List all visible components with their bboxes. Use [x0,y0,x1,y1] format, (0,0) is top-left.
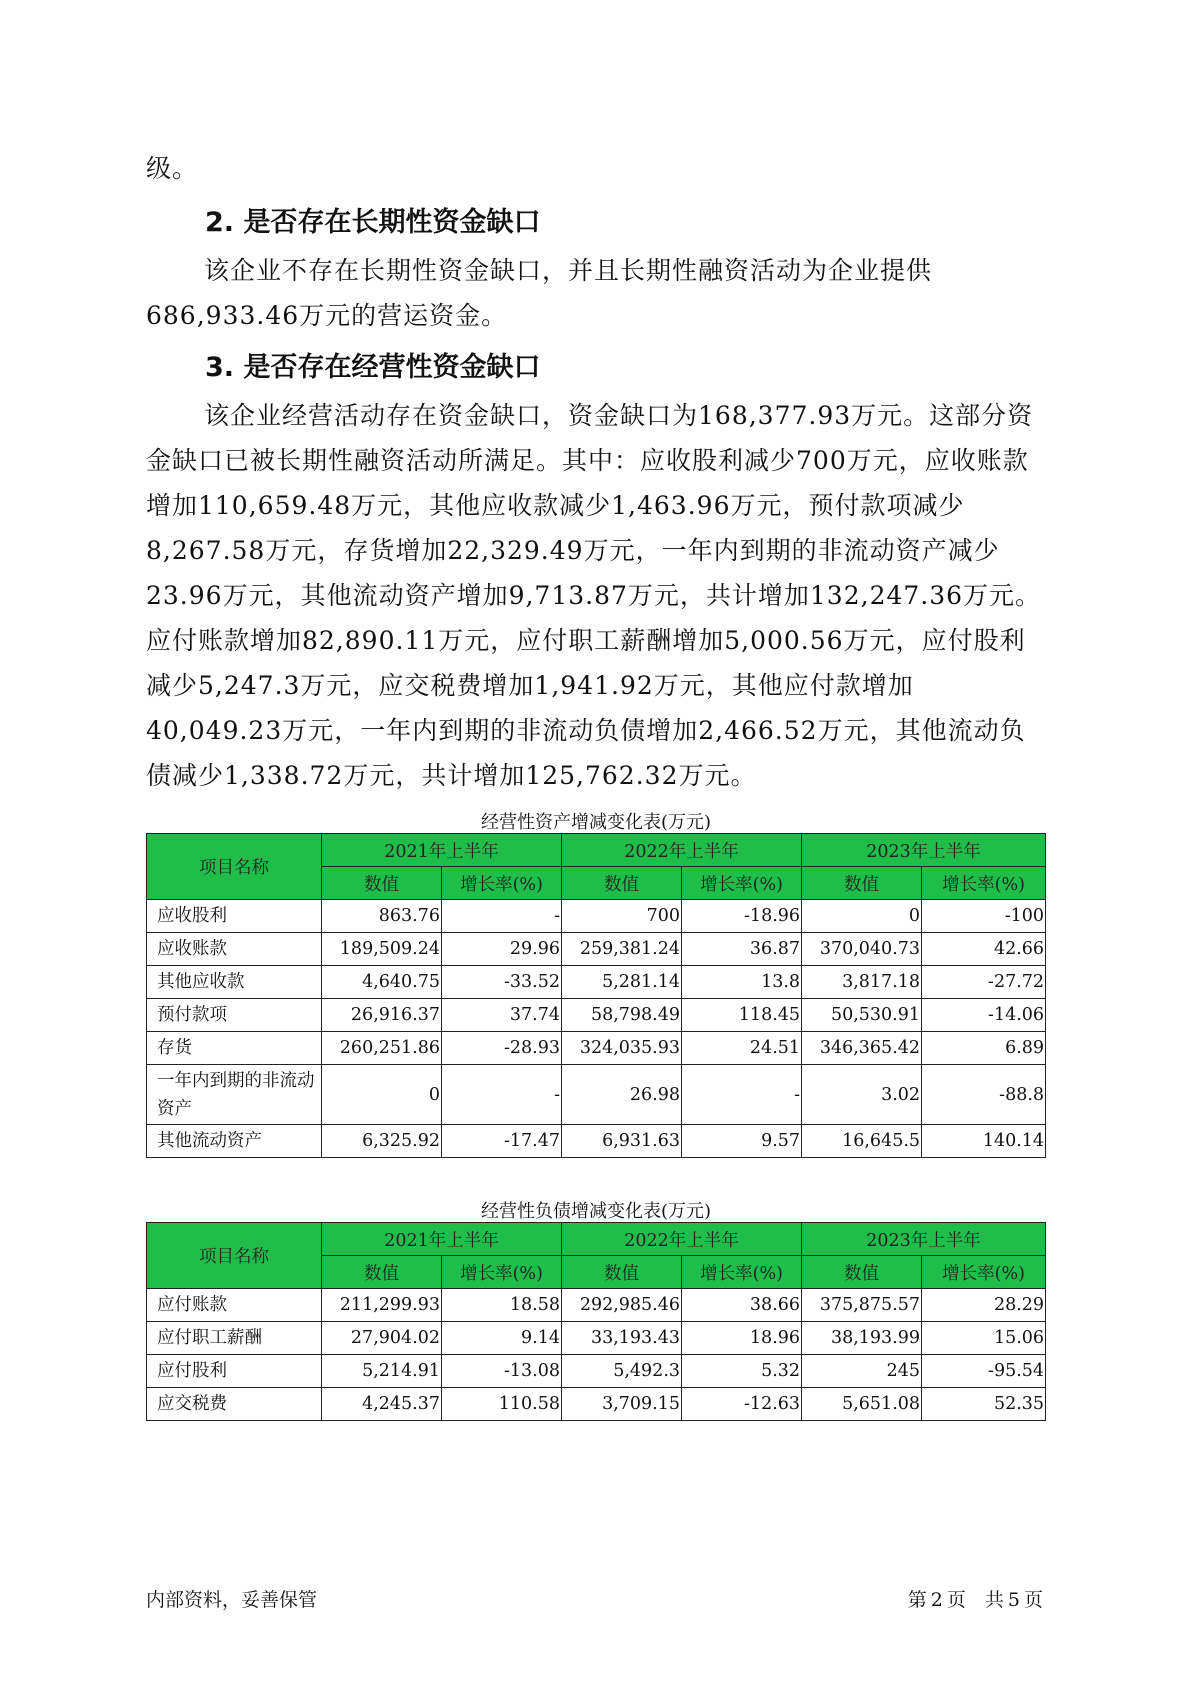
cell-value: 700 [562,900,682,933]
cell-growth-rate: -28.93 [442,1032,562,1065]
cell-value: 4,245.37 [322,1388,442,1421]
cell-growth-rate: 42.66 [922,933,1046,966]
row-item-name: 存货 [147,1032,322,1065]
table-row [147,1125,1046,1158]
cell-value: 3,817.18 [802,966,922,999]
header-growth: 增长率(%) [682,1256,802,1289]
page-total: 5 [1007,1589,1020,1611]
page-suffix: 页 [1023,1589,1043,1611]
cell-value: 370,040.73 [802,933,922,966]
cell-growth-rate: 36.87 [682,933,802,966]
cell-value: 0 [802,900,922,933]
header-growth: 增长率(%) [922,867,1046,900]
cell-value: 5,651.08 [802,1388,922,1421]
cell-growth-rate: 9.14 [442,1322,562,1355]
header-item-name: 项目名称 [147,1223,322,1289]
cell-value: 6,325.92 [322,1125,442,1158]
cell-growth-rate: 28.29 [922,1289,1046,1322]
cell-value: 4,640.75 [322,966,442,999]
table-row [147,1322,1046,1355]
cell-value: 26,916.37 [322,999,442,1032]
table-row [147,999,1046,1032]
cell-value: 189,509.24 [322,933,442,966]
table-row [147,1032,1046,1065]
header-period: 2021年上半年 [322,1223,562,1256]
cell-growth-rate: -88.8 [922,1065,1046,1125]
cell-value: 260,251.86 [322,1032,442,1065]
header-growth: 增长率(%) [682,867,802,900]
cell-growth-rate: -13.08 [442,1355,562,1388]
page-mid: 页 共 [946,1589,1004,1611]
cell-growth-rate: -95.54 [922,1355,1046,1388]
cell-growth-rate: -14.06 [922,999,1046,1032]
row-item-name: 其他应收款 [147,966,322,999]
cell-value: 346,365.42 [802,1032,922,1065]
cell-growth-rate: 110.58 [442,1388,562,1421]
cell-value: 27,904.02 [322,1322,442,1355]
table-row [147,933,1046,966]
header-value: 数值 [322,1256,442,1289]
header-value: 数值 [802,867,922,900]
cell-value: 259,381.24 [562,933,682,966]
row-item-name: 应收账款 [147,933,322,966]
liabilities-table-caption: 经营性负债增减变化表(万元) [480,1201,712,1222]
row-item-name: 一年内到期的非流动资产 [147,1065,322,1125]
cell-growth-rate: - [682,1065,802,1125]
header-value: 数值 [562,867,682,900]
page-current: 2 [930,1589,943,1611]
row-item-name: 应付职工薪酬 [147,1322,322,1355]
table-row [147,1065,1046,1125]
cell-value: 16,645.5 [802,1125,922,1158]
table-row [147,1289,1046,1322]
cell-growth-rate: 37.74 [442,999,562,1032]
footer-page-number [906,1585,1045,1612]
cell-value: 863.76 [322,900,442,933]
paragraph-fragment: 级。 [146,154,199,183]
assets-table [146,833,1046,1158]
row-item-name: 预付款项 [147,999,322,1032]
row-item-name: 应交税费 [147,1388,322,1421]
paragraph-3: 该企业经营活动存在资金缺口，资金缺口为168,377.93万元。这部分资金缺口已被长期性融资活动所满足。其中：应收股利减少700万元，应收账款增加110,659.48万元，其他应收款减少1,463.96万元，预付款项减少8,267.58万元，存货增加22,329.49万元，一年内到期的非流动资产减少23.96万元，其他流动资产增加9,713.87万元，共计增加132,247.36万元。应付账款增加82,890.11万元，应付职工薪酬增加5,000.56万元，应付股利减少5,247.3万元，应交税费增加1,941.92万元，其他应付款增加40,049.23万元，一年内到期的非流动负债增加2,466.52万元，其他流动负债减少1,338.72万元，共计增加125,762.32万元。 [146,401,1042,790]
cell-value: 0 [322,1065,442,1125]
cell-growth-rate: 118.45 [682,999,802,1032]
header-item-name: 项目名称 [147,834,322,900]
cell-value: 5,281.14 [562,966,682,999]
cell-growth-rate: - [442,900,562,933]
cell-value: 26.98 [562,1065,682,1125]
cell-value: 211,299.93 [322,1289,442,1322]
cell-value: 33,193.43 [562,1322,682,1355]
header-growth: 增长率(%) [442,1256,562,1289]
cell-value: 5,214.91 [322,1355,442,1388]
row-item-name: 其他流动资产 [147,1125,322,1158]
footer-confidential-note: 内部资料，妥善保管 [146,1589,318,1611]
cell-growth-rate: 15.06 [922,1322,1046,1355]
page-prefix: 第 [907,1589,927,1611]
cell-growth-rate: 24.51 [682,1032,802,1065]
cell-growth-rate: 38.66 [682,1289,802,1322]
cell-growth-rate: -33.52 [442,966,562,999]
cell-value: 375,875.57 [802,1289,922,1322]
cell-growth-rate: 5.32 [682,1355,802,1388]
paragraph-2: 该企业不存在长期性资金缺口，并且长期性融资活动为企业提供686,933.46万元的营运资金。 [146,256,933,330]
assets-table-caption: 经营性资产增减变化表(万元) [480,812,712,833]
cell-growth-rate: -100 [922,900,1046,933]
row-item-name: 应收股利 [147,900,322,933]
header-period: 2023年上半年 [802,834,1046,867]
cell-growth-rate: - [442,1065,562,1125]
cell-growth-rate: 29.96 [442,933,562,966]
section-heading-2: 2. 是否存在长期性资金缺口 [205,207,541,238]
cell-growth-rate: -18.96 [682,900,802,933]
cell-value: 38,193.99 [802,1322,922,1355]
cell-growth-rate: -27.72 [922,966,1046,999]
cell-growth-rate: 52.35 [922,1388,1046,1421]
table-row [147,1355,1046,1388]
row-item-name: 应付股利 [147,1355,322,1388]
header-period: 2023年上半年 [802,1223,1046,1256]
row-item-name: 应付账款 [147,1289,322,1322]
cell-value: 6,931.63 [562,1125,682,1158]
liabilities-table [146,1222,1046,1421]
section-heading-3: 3. 是否存在经营性资金缺口 [205,352,541,383]
header-value: 数值 [802,1256,922,1289]
cell-value: 245 [802,1355,922,1388]
cell-growth-rate: 140.14 [922,1125,1046,1158]
header-period: 2021年上半年 [322,834,562,867]
header-value: 数值 [562,1256,682,1289]
cell-value: 324,035.93 [562,1032,682,1065]
header-growth: 增长率(%) [442,867,562,900]
cell-value: 58,798.49 [562,999,682,1032]
cell-value: 3.02 [802,1065,922,1125]
cell-growth-rate: 18.58 [442,1289,562,1322]
header-growth: 增长率(%) [922,1256,1046,1289]
header-period: 2022年上半年 [562,834,802,867]
table-row [147,966,1046,999]
header-value: 数值 [322,867,442,900]
cell-value: 292,985.46 [562,1289,682,1322]
cell-growth-rate: -17.47 [442,1125,562,1158]
table-row [147,900,1046,933]
cell-growth-rate: 6.89 [922,1032,1046,1065]
cell-growth-rate: 13.8 [682,966,802,999]
cell-growth-rate: 9.57 [682,1125,802,1158]
cell-growth-rate: 18.96 [682,1322,802,1355]
table-row [147,1388,1046,1421]
cell-value: 3,709.15 [562,1388,682,1421]
cell-value: 50,530.91 [802,999,922,1032]
cell-growth-rate: -12.63 [682,1388,802,1421]
header-period: 2022年上半年 [562,1223,802,1256]
cell-value: 5,492.3 [562,1355,682,1388]
